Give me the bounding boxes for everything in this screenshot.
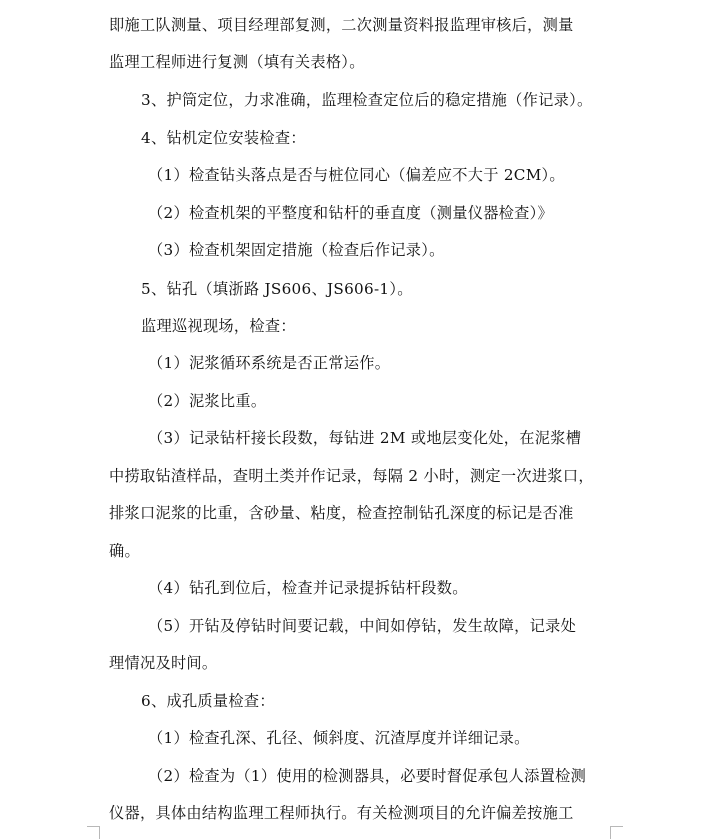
section-heading: 5、钻孔（填浙路 JS606、JS606-1）。 <box>141 280 413 298</box>
section-heading: 4、钻机定位安装检查： <box>141 129 306 147</box>
list-item: （1）检查孔深、孔径、倾斜度、沉渣厚度并详细记录。 <box>148 729 530 747</box>
text-line: 确。 <box>109 542 140 560</box>
text-line: 排浆口泥浆的比重，含砂量、粘度，检查控制钻孔深度的标记是否准 <box>109 504 574 522</box>
list-item: （3）记录钻杆接长段数，每钻进 2M 或地层变化处，在泥浆槽 <box>148 429 582 447</box>
text-line: 3、护筒定位，力求准确，监理检查定位后的稳定措施（作记录）。 <box>141 91 593 109</box>
list-item: （2）泥浆比重。 <box>148 392 267 410</box>
crop-mark-bottom-right <box>610 826 623 839</box>
list-item: （2）检查为（1）使用的检测器具，必要时督促承包人添置检测 <box>148 767 587 785</box>
text-line: 中捞取钻渣样品，查明土类并作记录，每隔 2 小时，测定一次进浆口， <box>109 467 594 485</box>
text-line: 监理工程师进行复测（填有关表格）。 <box>109 53 365 71</box>
list-item: （1）检查钻头落点是否与桩位同心（偏差应不大于 2CM）。 <box>148 166 565 184</box>
text-line: 监理巡视现场，检查： <box>141 317 296 335</box>
crop-mark-bottom-left <box>87 826 100 839</box>
list-item: （1）泥浆循环系统是否正常运作。 <box>148 354 391 372</box>
list-item: （3）检查机架固定措施（检查后作记录）。 <box>148 241 445 259</box>
text-line: 仪器，具体由结构监理工程师执行。有关检测项目的允许偏差按施工 <box>109 804 574 822</box>
list-item: （4）钻孔到位后，检查并记录提拆钻杆段数。 <box>148 579 468 597</box>
list-item: （2）检查机架的平整度和钻杆的垂直度（测量仪器检查）》 <box>148 204 554 222</box>
list-item: （5）开钻及停钻时间要记载，中间如停钻，发生故障，记录处 <box>148 617 577 635</box>
text-line: 即施工队测量、项目经理部复测，二次测量资料报监理审核后，测量 <box>109 16 574 34</box>
section-heading: 6、成孔质量检查： <box>141 692 275 710</box>
text-line: 理情况及时间。 <box>109 654 218 672</box>
